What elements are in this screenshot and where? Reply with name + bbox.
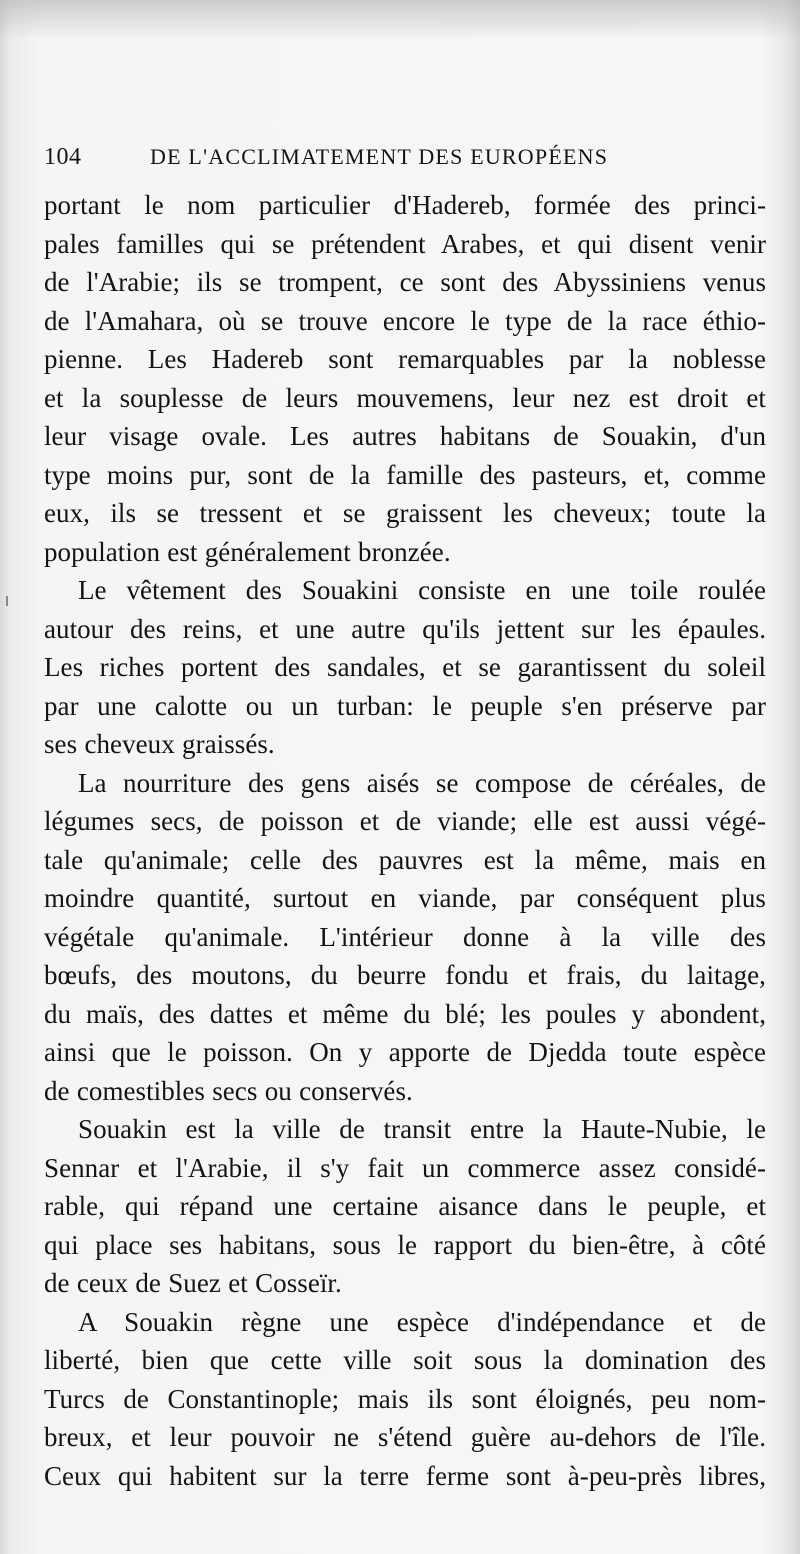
text-line: par une calotte ou un turban: le peuple s'en préserve par [44, 690, 766, 721]
margin-speck [6, 596, 8, 606]
text-line: rable, qui répand une certaine aisance dans le peuple, et [44, 1191, 766, 1221]
running-title: DE L'ACCLIMATEMENT DES EUROPÉENS [150, 144, 609, 169]
text-line: eux, ils se tressent et se graissent les cheveux; toute la [44, 498, 766, 528]
text-line: Ceux qui habitent sur la terre ferme sont à-peu-près libres, [44, 1460, 766, 1491]
text-line: de comestibles secs ou conservés. [44, 1075, 413, 1106]
text-line: autour des reins, et une autre qu'ils jettent sur les épaules. [44, 613, 766, 644]
text-line: de l'Amahara, où se trouve encore le type de la race éthio- [44, 305, 766, 336]
text-line: légumes secs, de poisson et de viande; elle est aussi végé- [44, 806, 766, 836]
text-line: moindre quantité, surtout en viande, par conséquent plus [44, 883, 766, 913]
text-line: végétale qu'animale. L'intérieur donne à la ville des [44, 921, 766, 952]
text-line: du maïs, des dattes et même du blé; les poules y abondent, [44, 998, 766, 1029]
text-line: portant le nom particulier d'Hadereb, formée des princi- [44, 190, 766, 220]
text-line: et la souplesse de leurs mouvemens, leur nez est droit et [44, 382, 766, 413]
text-line: pales familles qui se prétendent Arabes, et qui disent venir [44, 228, 766, 259]
text-line: bœufs, des moutons, du beurre fondu et frais, du laitage, [44, 960, 766, 990]
paragraph-start: La nourriture des gens aisés se compose de céréales, de [78, 767, 766, 798]
paragraph-start: Le vêtement des Souakini consiste en une toile roulée [78, 575, 766, 605]
text-line: leur visage ovale. Les autres habitans de Souakin, d'un [44, 421, 766, 451]
text-line: breux, et leur pouvoir ne s'étend guère au-dehors de l'île. [44, 1422, 766, 1452]
text-line: qui place ses habitans, sous le rapport du bien-être, à côté [44, 1229, 766, 1260]
text-line: type moins pur, sont de la famille des pasteurs, et, comme [44, 459, 766, 490]
text-line: Turcs de Constantinople; mais ils sont éloignés, peu nom- [44, 1383, 766, 1414]
text-line: ses cheveux graissés. [44, 729, 275, 759]
text-line: liberté, bien que cette ville soit sous la domination des [44, 1345, 766, 1375]
paragraph-start: Souakin est la ville de transit entre la Haute-Nubie, le [78, 1114, 766, 1144]
body-text [44, 186, 766, 1495]
text-line: de ceux de Suez et Cosseïr. [44, 1268, 342, 1298]
paragraph-start: A Souakin règne une espèce d'indépendance et de [78, 1306, 766, 1337]
text-line: pienne. Les Hadereb sont remarquables par la noblesse [44, 344, 766, 374]
text-line: Sennar et l'Arabie, il s'y fait un commerce assez considé- [44, 1152, 766, 1183]
running-head [44, 140, 744, 180]
text-line: tale qu'animale; celle des pauvres est la même, mais en [44, 844, 766, 875]
page-number: 104 [44, 144, 82, 170]
text-line: population est généralement bronzée. [44, 536, 451, 567]
text-line: Les riches portent des sandales, et se garantissent du soleil [44, 652, 766, 682]
text-line: de l'Arabie; ils se trompent, ce sont des Abyssiniens venus [44, 267, 766, 297]
text-line: ainsi que le poisson. On y apporte de Djedda toute espèce [44, 1037, 766, 1067]
